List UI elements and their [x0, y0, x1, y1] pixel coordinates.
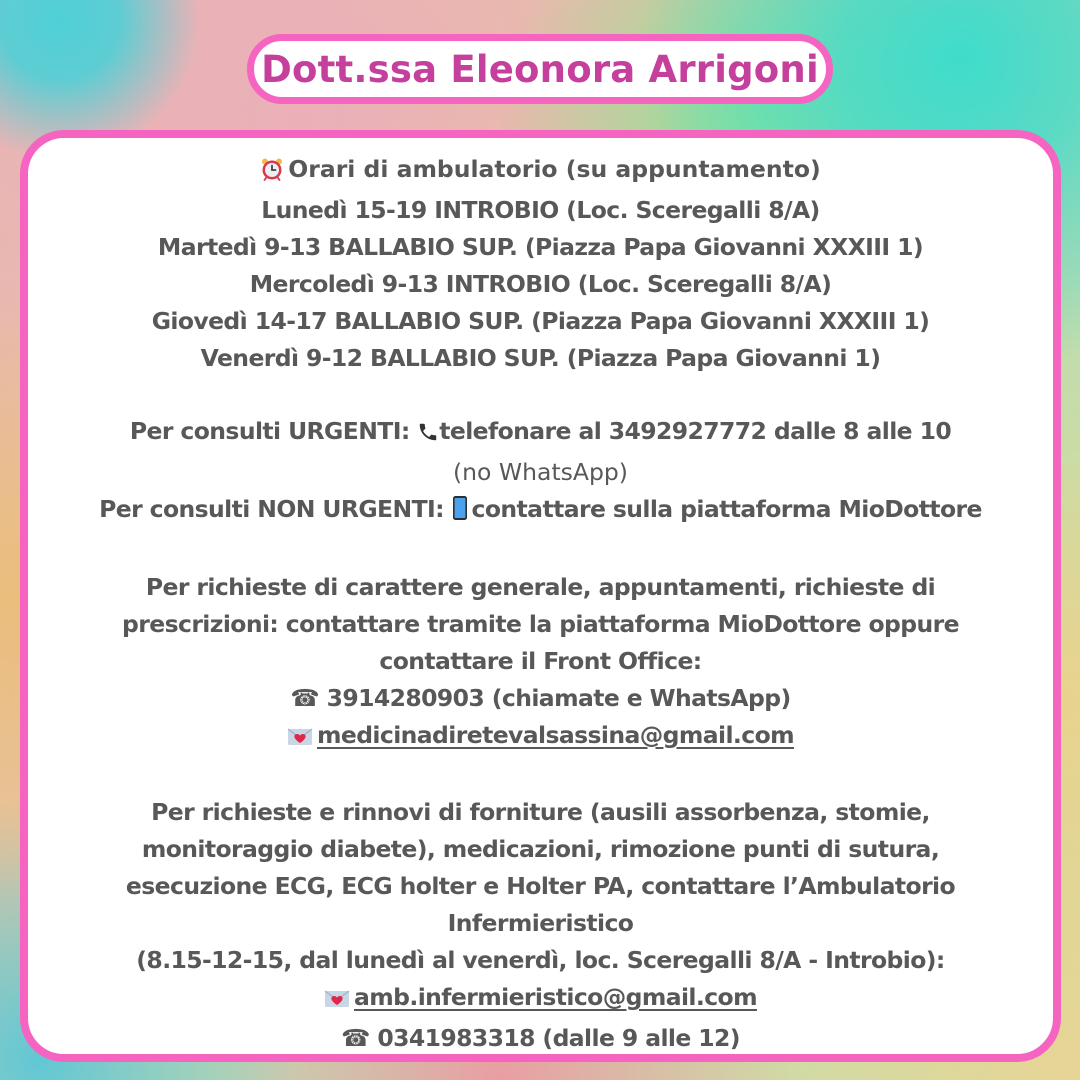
general-requests-line-3: contattare il Front Office:: [379, 646, 702, 675]
info-card: [20, 130, 1061, 1062]
nursing-email-link[interactable]: amb.infermieristico@gmail.com: [354, 982, 757, 1011]
schedule-tuesday: Martedì 9-13 BALLABIO SUP. (Piazza Papa Giovanni XXXIII 1): [157, 232, 924, 261]
nursing-line-4: Infermieristico: [447, 909, 634, 938]
schedule-monday: Lunedì 15-19 INTROBIO (Loc. Sceregalli 8/A): [261, 195, 820, 224]
front-office-email-link[interactable]: medicinadiretevalsassina@gmail.com: [316, 720, 794, 749]
title-banner: [247, 34, 833, 104]
mobile-phone-icon: [452, 495, 468, 532]
schedule-heading: [28, 151, 1053, 192]
schedule-thursday: Giovedì 14-17 BALLABIO SUP. (Piazza Papa Giovanni XXXIII 1): [151, 306, 930, 335]
non-urgent-text: contattare sulla piattaforma MioDottore: [471, 495, 982, 524]
nursing-line-3: esecuzione ECG, ECG holter e Holter PA, contattare l’Ambulatorio: [125, 872, 956, 901]
spacer: [28, 532, 1053, 569]
doctor-name-title: Dott.ssa Eleonora Arrigoni: [261, 47, 819, 91]
nursing-phone-line: [28, 1020, 1053, 1057]
phone-receiver-icon: [417, 417, 439, 454]
love-letter-icon: [324, 983, 350, 1020]
urgent-phone-text: telefonare al 3492927772 dalle 8 alle 10: [439, 417, 952, 446]
general-requests-line-1: Per richieste di carattere generale, appuntamenti, richieste di: [145, 572, 936, 601]
urgent-label: Per consulti URGENTI:: [129, 417, 410, 446]
schedule-friday: Venerdì 9-12 BALLABIO SUP. (Piazza Papa Giovanni 1): [200, 343, 881, 372]
schedule-heading-text: Orari di ambulatorio (su appuntamento): [288, 155, 821, 183]
nursing-line-5: (8.15-12-15, dal lunedì al venerdì, loc. Sceregalli 8/A - Introbio):: [136, 945, 945, 974]
spacer: [28, 376, 1053, 413]
alarm-clock-icon: [260, 155, 284, 192]
urgent-note: (no WhatsApp): [453, 458, 628, 487]
nursing-line-2: monitoraggio diabete), medicazioni, rimozione punti di sutura,: [141, 835, 940, 864]
nursing-email-line: [28, 979, 1053, 1020]
nursing-line-1: Per richieste e rinnovi di forniture (ausili assorbenza, stomie,: [151, 798, 930, 827]
info-content: [28, 151, 1053, 1057]
non-urgent-consult-line: [28, 491, 1053, 532]
general-requests-line-2: prescrizioni: contattare tramite la piattaforma MioDottore oppure: [122, 609, 959, 638]
schedule-wednesday: Mercoledì 9-13 INTROBIO (Loc. Sceregalli 8/A): [249, 269, 832, 298]
front-office-email-line: [28, 717, 1053, 758]
urgent-consult-line: [28, 413, 1053, 454]
love-letter-icon: [287, 721, 313, 758]
telephone-icon: ☎: [341, 1023, 370, 1052]
non-urgent-label: Per consulti NON URGENTI:: [99, 495, 444, 524]
front-office-phone-line: [28, 680, 1053, 717]
telephone-icon: ☎: [290, 683, 320, 712]
spacer: [28, 757, 1053, 794]
nursing-phone[interactable]: 0341983318 (dalle 9 alle 12): [377, 1023, 740, 1052]
front-office-phone[interactable]: 3914280903 (chiamate e WhatsApp): [326, 683, 791, 712]
